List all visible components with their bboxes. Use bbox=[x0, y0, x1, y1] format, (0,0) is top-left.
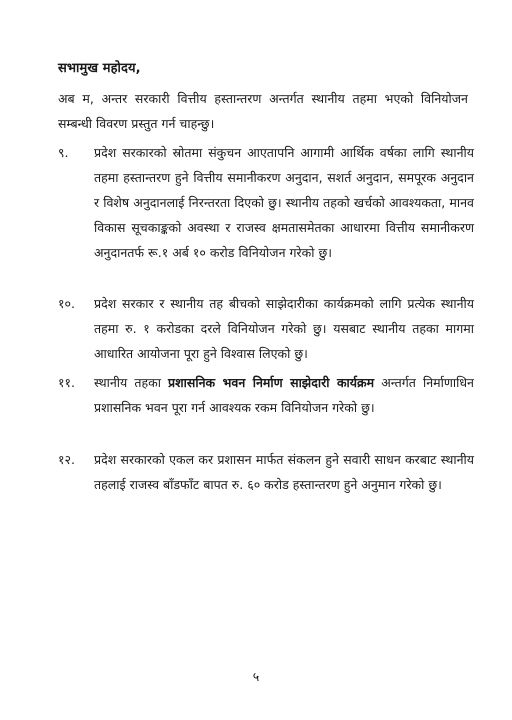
paragraph-number: ११. bbox=[58, 375, 75, 390]
paragraph-text: प्रदेश सरकार र स्थानीय तह बीचको साझेदारीका कार्यक्रमको लागि प्रत्येक स्थानीय तहमा रु. १ करोडका दरले विनियोजन गरेको छु। यसबाट स्थानीय तहका मागमा आधारित आयोजना पूरा हुने विश्वास लिएको छु। bbox=[94, 296, 474, 361]
paragraph-text: प्रदेश सरकारको स्रोतमा संकुचन आएतापनि आगामी आर्थिक वर्षका लागि स्थानीय तहमा हस्तान्तरण हुने वित्तीय समानीकरण अनुदान, सशर्त अनुदान, समपूरक अनुदान र विशेष अनुदानलाई निरन्तरता दिएको छु। स्थानीय तहको खर्चको आवश्यकता, मानव विकास सूचकाङ्कको अवस्था र राजस्व क्षमतासमेतका आधारमा वित्तीय समानीकरण अनुदानतर्फ रू.१ अर्ब १० करोड विनियोजन गरेको छु। bbox=[94, 145, 474, 260]
paragraph-number: १०. bbox=[58, 296, 75, 311]
program-name-bold: प्रशासनिक भवन निर्माण साझेदारी कार्यक्रम bbox=[168, 375, 375, 390]
paragraph-12 bbox=[58, 447, 474, 497]
paragraph-11 bbox=[58, 370, 474, 420]
page-number: ५ bbox=[252, 669, 260, 684]
paragraph-9 bbox=[58, 140, 474, 265]
intro-paragraph: अब म, अन्तर सरकारी वित्तीय हस्तान्तरण अन्तर्गत स्थानीय तहमा भएको विनियोजन सम्बन्धी विवरण प्रस्तुत गर्न चाहन्छु। bbox=[58, 91, 468, 131]
paragraph-number: ९. bbox=[58, 145, 69, 160]
paragraph-text bbox=[94, 370, 474, 420]
paragraph-text: प्रदेश सरकारको एकल कर प्रशासन मार्फत संकलन हुने सवारी साधन करबाट स्थानीय तहलाई राजस्व बाँडफाँट बापत रु. ६० करोड हस्तान्तरण हुने अनुमान गरेको छु। bbox=[94, 452, 474, 492]
paragraph-text-tail: अन्तर्गत निर्माणाधिन प्रशासनिक भवन पूरा गर्न आवश्यक रकम विनियोजन गरेको छु। bbox=[94, 375, 474, 415]
paragraph-number: १२. bbox=[58, 452, 75, 467]
salutation-heading: सभामुख महोदय, bbox=[58, 61, 141, 76]
paragraph-text-lead: स्थानीय तहका bbox=[94, 375, 169, 390]
paragraph-10 bbox=[58, 291, 474, 366]
